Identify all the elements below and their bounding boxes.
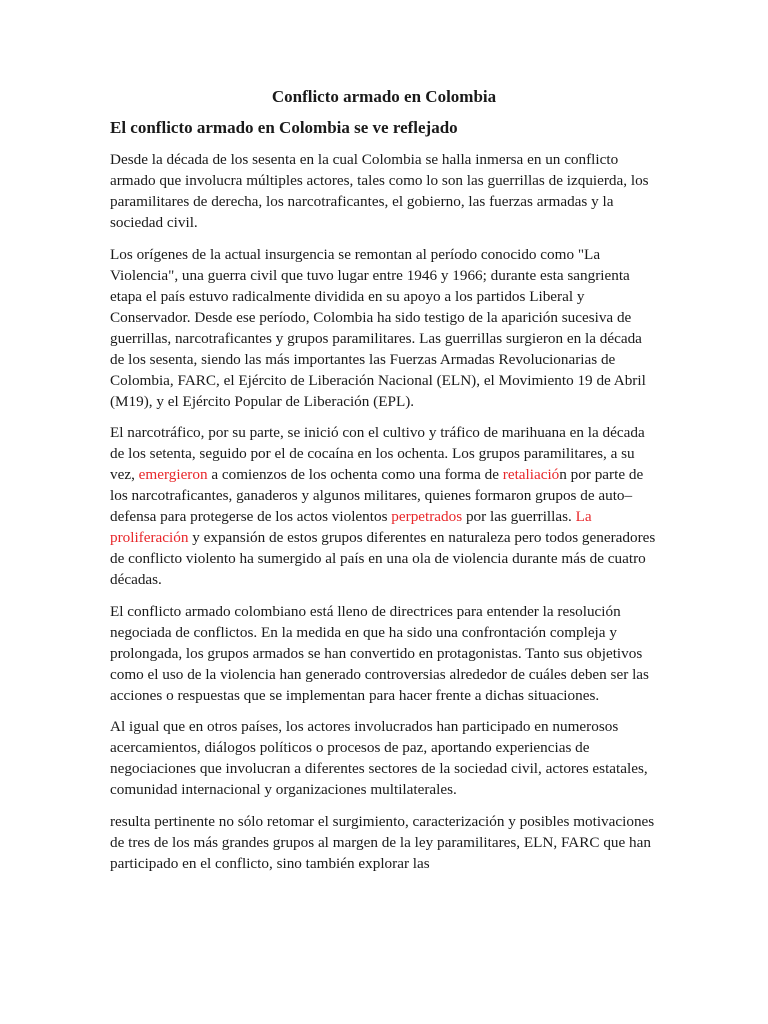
paragraph-text: Desde la década de los sesenta en la cual Colombia se halla inmersa en un conflicto armado que involucra múltiples actores, tales como lo son las guerrillas de izquierda, los paramilitares de derecha, los narcotraficantes, el gobierno, las fuerzas armadas y la sociedad civil. bbox=[110, 151, 649, 231]
highlighted-word-perpetrados: perpetrados bbox=[391, 508, 463, 525]
document-subtitle: El conflicto armado en Colombia se ve reflejado bbox=[110, 118, 458, 137]
paragraph-text: resulta pertinente no sólo retomar el surgimiento, caracterización y posibles motivaciones de tres de los más grandes grupos al margen de la ley paramilitares, ELN, FARC que han participado en el conflicto, sino también explorar las bbox=[110, 812, 655, 872]
paragraph-2 bbox=[110, 244, 658, 412]
paragraph-6 bbox=[110, 811, 658, 874]
paragraph-5 bbox=[110, 716, 658, 800]
highlighted-word-retaliacion: retaliació bbox=[502, 466, 560, 483]
paragraph-3 bbox=[110, 422, 658, 590]
paragraph-text: Al igual que en otros países, los actores involucrados han participado en numerosos acercamientos, diálogos políticos o procesos de paz, aportando experiencias de negociaciones que involucran a diferentes sectores de la sociedad civil, actores estatales, comunidad internacional y organizaciones multilaterales. bbox=[110, 718, 648, 798]
paragraph-text: a comienzos de los ochenta como una forma de bbox=[207, 466, 503, 483]
paragraph-text: n por parte de los narcotraficantes, ganaderos y algunos militares, quienes formaron grupos de auto–defensa para protegerse de los actos violentos bbox=[110, 466, 644, 525]
document-page bbox=[110, 86, 658, 884]
document-title: Conflicto armado en Colombia bbox=[271, 87, 497, 106]
paragraph-text: El conflicto armado colombiano está lleno de directrices para entender la resolución negociada de conflictos. En la medida en que ha sido una confrontación compleja y prolongada, los grupos armados se han convertido en protagonistas. Tanto sus objetivos como el uso de la violencia han generado controversias alrededor de cuáles deben ser las acciones o respuestas que se implementan para hacer frente a dichas situaciones. bbox=[110, 602, 649, 704]
paragraph-1 bbox=[110, 149, 658, 233]
highlighted-phrase-la-proliferacion: La proliferación bbox=[110, 508, 592, 546]
paragraph-text: por las guerrillas. bbox=[462, 508, 576, 525]
paragraph-text: Los orígenes de la actual insurgencia se remontan al período conocido como "La Violencia", una guerra civil que tuvo lugar entre 1946 y 1966; durante esta sangrienta etapa el país estuvo radicalmente dividida en su apoyo a los partidos Liberal y Conservador. Desde ese período, Colombia ha sido testigo de la aparición sucesiva de guerrillas, narcotraficantes y grupos paramilitares. Las guerrillas surgieron en la década de los sesenta, siendo las más importantes las Fuerzas Armadas Revolucionarias de Colombia, FARC, el Ejército de Liberación Nacional (ELN), el Movimiento 19 de Abril (M19), y el Ejército Popular de Liberación (EPL). bbox=[110, 245, 646, 410]
paragraph-text: El narcotráfico, por su parte, se inició con el cultivo y tráfico de marihuana en la década de los setenta, seguido por el de cocaína en los ochenta. Los grupos paramilitares, a su vez, bbox=[110, 424, 645, 483]
paragraph-4 bbox=[110, 601, 658, 706]
highlighted-word-emergieron: emergieron bbox=[138, 466, 208, 483]
paragraph-text: y expansión de estos grupos diferentes en naturaleza pero todos generadores de conflicto violento ha sumergido al país en una ola de violencia durante más de cuatro décadas. bbox=[110, 529, 656, 588]
